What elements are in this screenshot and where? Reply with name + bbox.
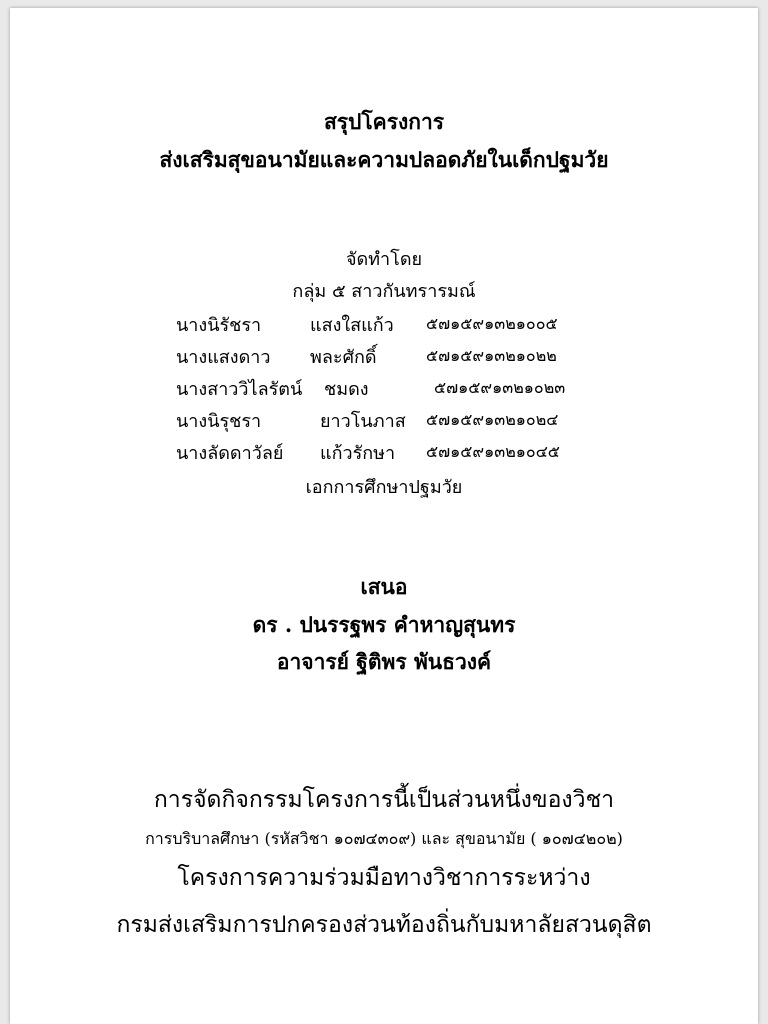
member-student-id: ๕๗๑๕๙๑๓๒๑๐๐๕ bbox=[426, 314, 558, 333]
member-last-name: ยาวโนภาส bbox=[320, 411, 406, 432]
member-first-name: นางสาววิไลรัตน์ bbox=[176, 379, 303, 400]
group-name: กลุ่ม ๕ สาวกันทรารมณ์ bbox=[292, 281, 476, 302]
member-last-name: แก้วรักษา bbox=[320, 443, 396, 464]
prepared-by-label: จัดทำโดย bbox=[345, 249, 423, 270]
title-line-1: สรุปโครงการ bbox=[323, 109, 445, 134]
closing-line-2: การบริบาลศึกษา (รหัสวิชา ๑๐๗๔๓๐๙) และ สุขอนามัย ( ๑๐๗๔๒๐๒) bbox=[145, 829, 623, 848]
member-first-name: นางแสงดาว bbox=[176, 347, 271, 368]
advisor-2: อาจารย์ ฐิติพร พันธวงค์ bbox=[276, 649, 492, 674]
advisor-1: ดร . ปนรรฐพร คำหาญสุนทร bbox=[252, 612, 516, 637]
member-last-name: พละศักดิ์ bbox=[310, 347, 377, 368]
document-page bbox=[10, 8, 758, 1024]
member-first-name: นางนิรุชรา bbox=[176, 411, 262, 432]
member-student-id: ๕๗๑๕๙๑๓๒๑๐๔๕ bbox=[426, 442, 560, 461]
present-label: เสนอ bbox=[360, 574, 408, 599]
major-label: เอกการศึกษาปฐมวัย bbox=[305, 477, 463, 498]
closing-line-3: โครงการความร่วมมือทางวิชาการระหว่าง bbox=[177, 865, 591, 891]
member-student-id: ๕๗๑๕๙๑๓๒๑๐๒๔ bbox=[426, 410, 559, 429]
member-student-id: ๕๗๑๕๙๑๓๒๑๐๒๒ bbox=[426, 346, 557, 365]
member-student-id: ๕๗๑๕๙๑๓๒๑๐๒๓ bbox=[434, 378, 566, 397]
member-last-name: ชมดง bbox=[324, 379, 369, 400]
member-first-name: นางนิรัชรา bbox=[176, 315, 262, 336]
closing-line-1: การจัดกิจกรรมโครงการนี้เป็นส่วนหนึ่งของวิชา bbox=[153, 787, 615, 813]
member-first-name: นางลัดดาวัลย์ bbox=[176, 443, 284, 464]
closing-line-4: กรมส่งเสริมการปกครองส่วนท้องถิ่นกับมหาลัยสวนดุสิต bbox=[116, 912, 652, 938]
member-last-name: แสงใสแก้ว bbox=[310, 315, 394, 336]
title-line-2: ส่งเสริมสุขอนามัยและความปลอดภัยในเด็กปฐมวัย bbox=[159, 147, 609, 172]
